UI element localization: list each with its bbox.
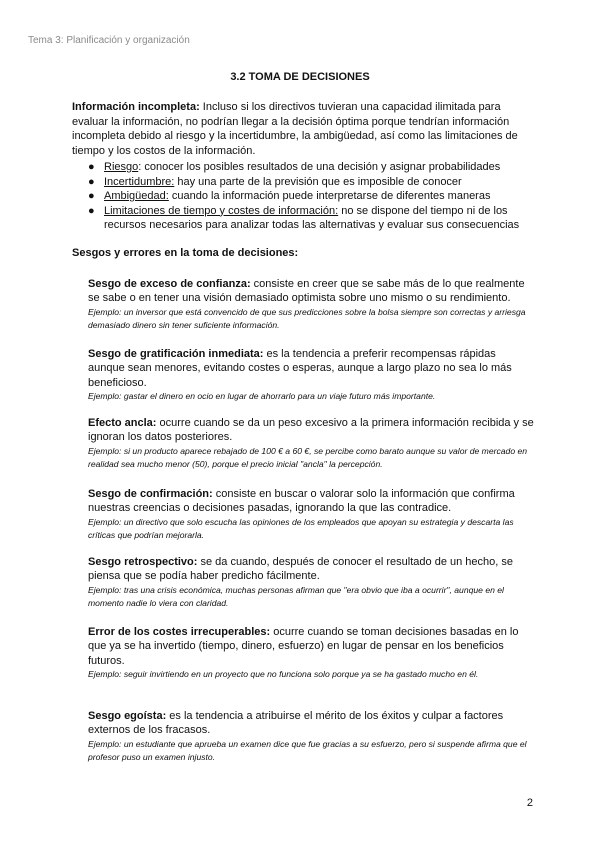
page-number: 2 xyxy=(526,797,533,809)
bullet-term: Ambigüedad: xyxy=(104,190,169,203)
bullet-text: no se dispone del tiempo ni de los recursos necesarios para analizar todas las alternativas y evaluar sus consecuencias xyxy=(104,204,520,232)
section-title: 3.2 TOMA DE DECISIONES xyxy=(230,71,370,83)
bullet-term: Riesgo xyxy=(104,161,139,173)
bullet-term: Incertidumbre: xyxy=(104,175,175,188)
biases-heading: Sesgos y errores en la toma de decisiones: xyxy=(72,247,299,259)
list-item xyxy=(88,189,534,204)
bias-entry xyxy=(88,625,534,681)
bias-example: Ejemplo: un directivo que solo escucha las opiniones de los empleados que apoyan su estrategia y descarta las críticas que podrían mejorarla. xyxy=(88,516,514,540)
intro-text: Incluso si los directivos tuvieran una capacidad ilimitada para evaluar la información, no podrían llegar a la decisión óptima porque tendrían información incompleta debido al riesgo y la incertidumbre, la ambigüedad, así como las limitaciones de tiempo y los costos de la información. xyxy=(72,101,518,157)
list-item xyxy=(88,175,534,190)
bullet-list xyxy=(88,160,534,233)
bias-entry xyxy=(88,709,534,763)
list-item xyxy=(88,160,534,175)
bias-text: consiste en buscar o valorar solo la información que confirma nuestras creencias o decisiones pasadas, ignorando la que las contradice. xyxy=(88,488,515,515)
bias-text: es la tendencia a atribuirse el mérito de los éxitos y culpar a factores externos de los fracasos. xyxy=(88,710,504,737)
bias-example: Ejemplo: gastar el dinero en ocio en lugar de ahorrarlo para un viaje futuro más importante. xyxy=(88,391,436,402)
bias-term: Error de los costes irrecuperables: xyxy=(88,626,271,638)
bias-example: Ejemplo: tras una crisis económica, muchas personas afirman que "era obvio que iba a ocurrir", aunque en el momento nadie lo viera con claridad. xyxy=(88,584,504,608)
bullet-icon: ● xyxy=(88,204,95,217)
bias-term: Sesgo retrospectivo: xyxy=(88,556,198,568)
bias-text: ocurre cuando se da un peso excesivo a la primera información recibida y se ignoran los datos posteriores. xyxy=(88,417,534,444)
bias-term: Sesgo de confirmación: xyxy=(88,488,213,500)
bias-entry xyxy=(88,416,534,470)
list-item xyxy=(88,204,534,233)
bias-example: Ejemplo: un inversor que está convencido de que sus predicciones sobre la bolsa siempre son correctas y arriesga demasiado dinero sin tener suficiente información. xyxy=(88,306,526,330)
bias-example: Ejemplo: un estudiante que aprueba un examen dice que fue gracias a su esfuerzo, pero si suspende afirma que el profesor puso un examen injusto. xyxy=(88,738,527,762)
bias-example: Ejemplo: si un producto aparece rebajado de 100 € a 60 €, se percibe como barato aunque su valor de mercado en realidad sea mucho menor (50), porque el precio inicial "ancla" la percepción. xyxy=(88,445,528,469)
running-header: Tema 3: Planificación y organización xyxy=(28,35,190,46)
bullet-icon: ● xyxy=(88,161,95,173)
bias-term: Sesgo egoísta: xyxy=(88,710,167,722)
bullet-icon: ● xyxy=(88,175,95,188)
bullet-term: Limitaciones de tiempo y costes de información: xyxy=(104,204,339,217)
bullet-icon: ● xyxy=(88,190,95,203)
bias-term: Efecto ancla: xyxy=(88,417,157,429)
bias-example: Ejemplo: seguir invirtiendo en un proyecto que no funciona solo porque ya se ha gastado mucho en él. xyxy=(88,669,479,680)
bias-entry xyxy=(88,555,534,609)
bullet-text: : conocer los posibles resultados de una decisión y asignar probabilidades xyxy=(138,161,501,173)
bias-text: es la tendencia a preferir recompensas rápidas aunque sean menores, evitando costes o esperas, aunque a largo plazo no sea lo más beneficioso. xyxy=(88,348,512,389)
bias-entry xyxy=(88,487,534,541)
bias-text: consiste en creer que se sabe más de lo que realmente se sabe o en tener una visión demasiado optimista sobre uno mismo o su rendimiento. xyxy=(88,278,525,305)
bias-entry xyxy=(88,277,534,331)
bias-term: Sesgo de exceso de confianza: xyxy=(88,278,251,290)
bullet-text: hay una parte de la previsión que es imposible de conocer xyxy=(174,175,462,188)
bias-entry xyxy=(88,347,534,403)
intro-paragraph xyxy=(72,100,534,158)
bias-term: Sesgo de gratificación inmediata: xyxy=(88,348,264,360)
intro-term: Información incompleta: xyxy=(72,101,200,113)
bias-text: se da cuando, después de conocer el resultado de un hecho, se piensa que se podía haber predicho fácilmente. xyxy=(88,556,513,583)
bias-text: ocurre cuando se toman decisiones basadas en lo que ya se ha invertido (tiempo, dinero, esfuerzo) en lugar de pensar en los beneficios futuros. xyxy=(88,626,519,667)
bullet-text: cuando la información puede interpretarse de diferentes maneras xyxy=(168,190,491,203)
